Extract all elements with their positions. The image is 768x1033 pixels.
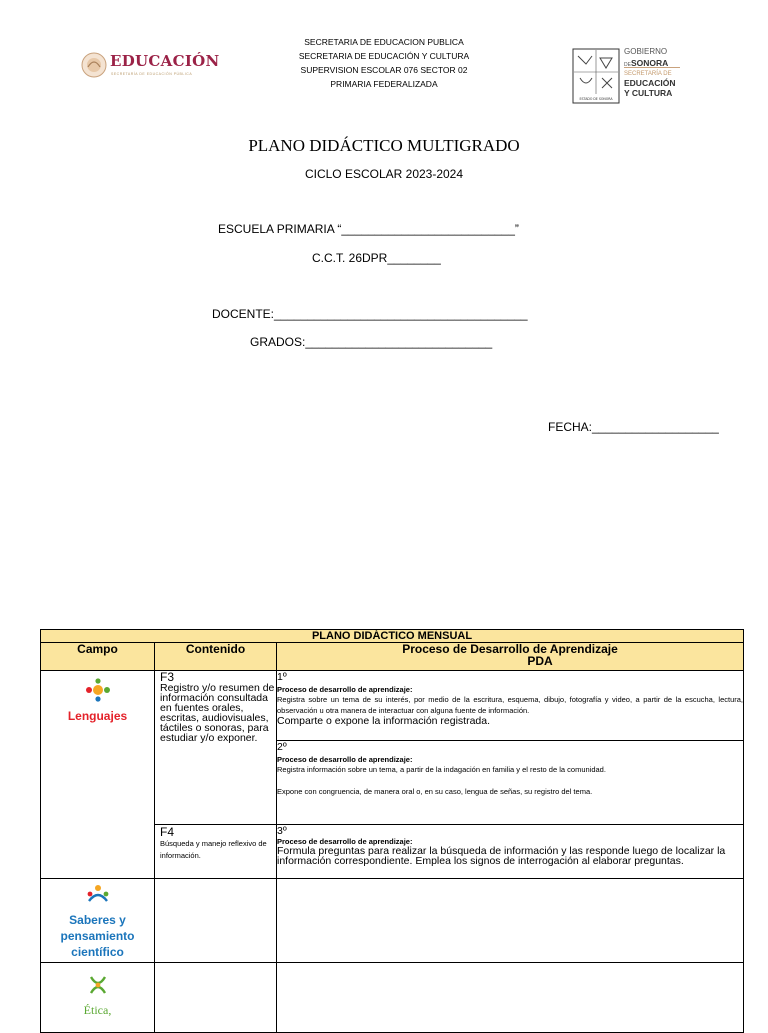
- header-pda: [277, 643, 744, 671]
- docente-field: DOCENTE:______________________________________: [212, 307, 528, 321]
- pda-grade-1-text: Registra sobre un tema de su interés, por medio de la escritura, esquema, dibujo, fotografía y video, a partir de la escucha, lectura, observación u otra manera de interactuar con alguna fuente de información.: [277, 695, 743, 715]
- header-line-2: SECRETARIA DE EDUCACIÓN Y CULTURA: [298, 51, 470, 61]
- sep-educacion-logo: [80, 48, 230, 84]
- ciclo-escolar: CICLO ESCOLAR 2023-2024: [304, 167, 464, 181]
- contenido-f4-text: Búsqueda y manejo reflexivo de información.: [160, 839, 267, 860]
- pda-grade-2-text-2: Expone con congruencia, de manera oral o, en su caso, lengua de señas, su registro del tema.: [277, 787, 593, 796]
- header-contenido: Contenido: [155, 643, 277, 671]
- sonora-coat-of-arms-icon: [572, 48, 620, 104]
- document-title: PLANO DIDÁCTICO MULTIGRADO: [248, 136, 520, 155]
- lenguajes-icon: [83, 677, 113, 703]
- educacion-label: EDUCACIÓN: [624, 78, 676, 88]
- pda-grade-3-number: 3º: [277, 825, 287, 837]
- header-line-1: SECRETARIA DE EDUCACION PUBLICA: [304, 37, 464, 47]
- grados-field: GRADOS:____________________________: [250, 335, 493, 349]
- sonora-sec-logo: [572, 48, 692, 106]
- educacion-logo-subtext: SECRETARÍA DE EDUCACIÓN PÚBLICA: [111, 72, 193, 76]
- pda-grade-2-text: Registra información sobre un tema, a partir de la indagación en familia y el resto de la comunidad.: [277, 765, 606, 774]
- header-pda-line2: PDA: [527, 654, 553, 668]
- pda-saberes-cell: [277, 879, 744, 963]
- saberes-icon: [85, 883, 111, 907]
- pda-grade-2-cell: [277, 741, 744, 825]
- eagle-emblem-icon: [80, 50, 108, 80]
- campo-saberes-cell: [41, 879, 155, 963]
- pda-grade-1-cell: [277, 671, 744, 741]
- plano-didactico-table: [40, 629, 744, 1033]
- etica-icon: [85, 973, 111, 997]
- de-label: DE: [624, 62, 631, 68]
- pda-grade-1-heading: Proceso de desarrollo de aprendizaje:: [277, 685, 413, 694]
- pda-grade-2-heading: Proceso de desarrollo de aprendizaje:: [277, 755, 413, 764]
- pda-grade-3-heading: Proceso de desarrollo de aprendizaje:: [277, 837, 413, 846]
- sonora-label: [624, 57, 668, 70]
- pda-grade-1-text-2: Comparte o expone la información registrada.: [277, 715, 491, 727]
- secretaria-de-label: SECRETARÍA DE: [624, 71, 672, 77]
- contenido-etica-cell: [155, 963, 277, 1033]
- y-cultura-label: Y CULTURA: [624, 88, 673, 98]
- header-line-4: PRIMARIA FEDERALIZADA: [330, 79, 438, 89]
- campo-etica-cell: [41, 963, 155, 1033]
- gobierno-label: GOBIERNO: [624, 47, 668, 56]
- campo-etica-label: Ética,: [83, 1003, 112, 1017]
- campo-saberes-label: Saberes y pensamiento científico: [60, 913, 135, 959]
- educacion-logo-text: EDUCACIÓN: [110, 52, 220, 70]
- escuela-field: ESCUELA PRIMARIA “__________________________”: [218, 222, 519, 236]
- pda-grade-1-number: 1º: [277, 671, 287, 683]
- cct-field: C.C.T. 26DPR________: [312, 251, 441, 265]
- contenido-f4-cell: [155, 825, 277, 879]
- header-pda-line1: Proceso de Desarrollo de Aprendizaje: [402, 642, 618, 656]
- header-campo: Campo: [41, 643, 155, 671]
- header-line-3: SUPERVISION ESCOLAR 076 SECTOR 02: [300, 65, 468, 75]
- fecha-field: FECHA:___________________: [548, 420, 719, 434]
- sonora-name: SONORA: [630, 58, 669, 68]
- contenido-f3-text: Registro y/o resumen de información consultada en fuentes orales, escritas, audiovisuales, táctiles o sonoras, para estudiar y/o exponer.: [160, 682, 275, 744]
- pda-grade-3-text: Formula preguntas para realizar la búsqueda de información y las responde luego de localizar la información correspondiente. Emplea los signos de interrogación al elaborar preguntas.: [277, 845, 726, 867]
- svg-text:ESTADO DE SONORA: ESTADO DE SONORA: [579, 97, 613, 101]
- pda-grade-3-cell: [277, 825, 744, 879]
- pda-grade-2-number: 2º: [277, 741, 287, 753]
- pda-etica-cell: [277, 963, 744, 1033]
- contenido-f4-code: F4: [160, 825, 175, 839]
- contenido-f3-code: F3: [160, 670, 175, 684]
- table-title: PLANO DIDÁCTICO MENSUAL: [41, 630, 744, 643]
- contenido-f3-cell: [155, 671, 277, 825]
- campo-lenguajes-cell: [41, 671, 155, 879]
- campo-lenguajes-label: Lenguajes: [67, 709, 128, 723]
- contenido-saberes-cell: [155, 879, 277, 963]
